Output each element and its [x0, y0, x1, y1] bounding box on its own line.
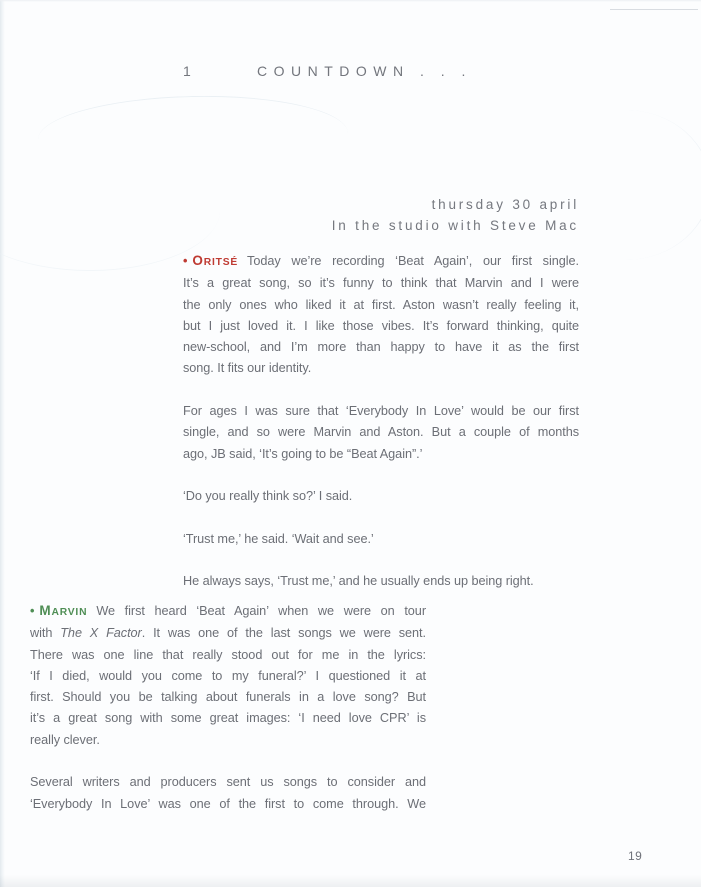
text-line: the only ones who liked it at first. Aston wasn’t really feeling it, [183, 297, 579, 312]
chapter-number: 1 [183, 63, 192, 79]
scan-artifact-line [610, 9, 698, 10]
text-line: Several writers and producers sent us songs to consider and [30, 775, 426, 790]
text: with [30, 626, 61, 641]
diary-entry-oritse [183, 250, 579, 593]
scan-edge-bottom [0, 875, 701, 887]
bullet-icon: • [183, 254, 188, 268]
paragraph [183, 571, 579, 592]
diary-entry-marvin [30, 600, 426, 815]
text-line [183, 250, 579, 273]
scan-crease [540, 110, 701, 260]
paragraph [183, 486, 579, 507]
text-line [30, 600, 426, 623]
paragraph [30, 772, 426, 815]
text-line: but I just loved it. I like those vibes. It’s forward thinking, quite [183, 318, 579, 333]
bullet-icon: • [30, 604, 35, 618]
entry-date [332, 194, 579, 236]
paragraph [183, 529, 579, 550]
text-line: song. It fits our identity. [183, 361, 312, 376]
text-line: ‘Do you really think so?’ I said. [183, 489, 353, 504]
paragraph [183, 401, 579, 465]
speaker-label-marvin: MARVIN [39, 603, 88, 618]
text-line: new-school, and I’m more than happy to have it as the first [183, 340, 579, 355]
text-line: There was one line that really stood out for me in the lyrics: [30, 647, 426, 662]
text-line [30, 623, 426, 644]
text-line: single, and so were Marvin and Aston. But a couple of months [183, 425, 579, 440]
chapter-title: COUNTDOWN . . . [257, 63, 472, 79]
text-line: ‘Everybody In Love’ was one of the first to come through. We [30, 796, 426, 811]
text-line: For ages I was sure that ‘Everybody In Love’ would be our first [183, 404, 579, 419]
text: We first heard ‘Beat Again’ when we were on tour [96, 604, 426, 618]
text: Today we’re recording ‘Beat Again’, our first single. [247, 254, 579, 268]
entry-date-day: thursday 30 april [431, 197, 579, 212]
speaker-label-oritse: ORITSÉ [192, 253, 239, 268]
text-line: really clever. [30, 732, 100, 747]
text: . It was one of the last songs we were sent. [141, 626, 427, 641]
paragraph [30, 600, 426, 751]
text-line: He always says, ‘Trust me,’ and he usually ends up being right. [183, 574, 534, 589]
text-line: ago, JB said, ‘It’s going to be “Beat Again”.’ [183, 446, 423, 461]
scan-edge-left [0, 0, 5, 887]
italic-title: The X Factor [60, 626, 142, 641]
paragraph [183, 250, 579, 380]
text-line: first. Should you be talking about funerals in a love song? But [30, 690, 426, 705]
text-line: It’s a great song, so it’s funny to think that Marvin and I were [183, 276, 579, 291]
text-line: ‘Trust me,’ he said. ‘Wait and see.’ [183, 531, 374, 546]
text-line: ‘If I died, would you come to my funeral?’ I questioned it at [30, 668, 426, 683]
scan-edge-top [0, 0, 701, 2]
entry-date-location: In the studio with Steve Mac [331, 218, 579, 233]
text-line: it’s a great song with some great images: ‘I need love CPR’ is [30, 711, 426, 726]
page-number: 19 [628, 849, 643, 863]
